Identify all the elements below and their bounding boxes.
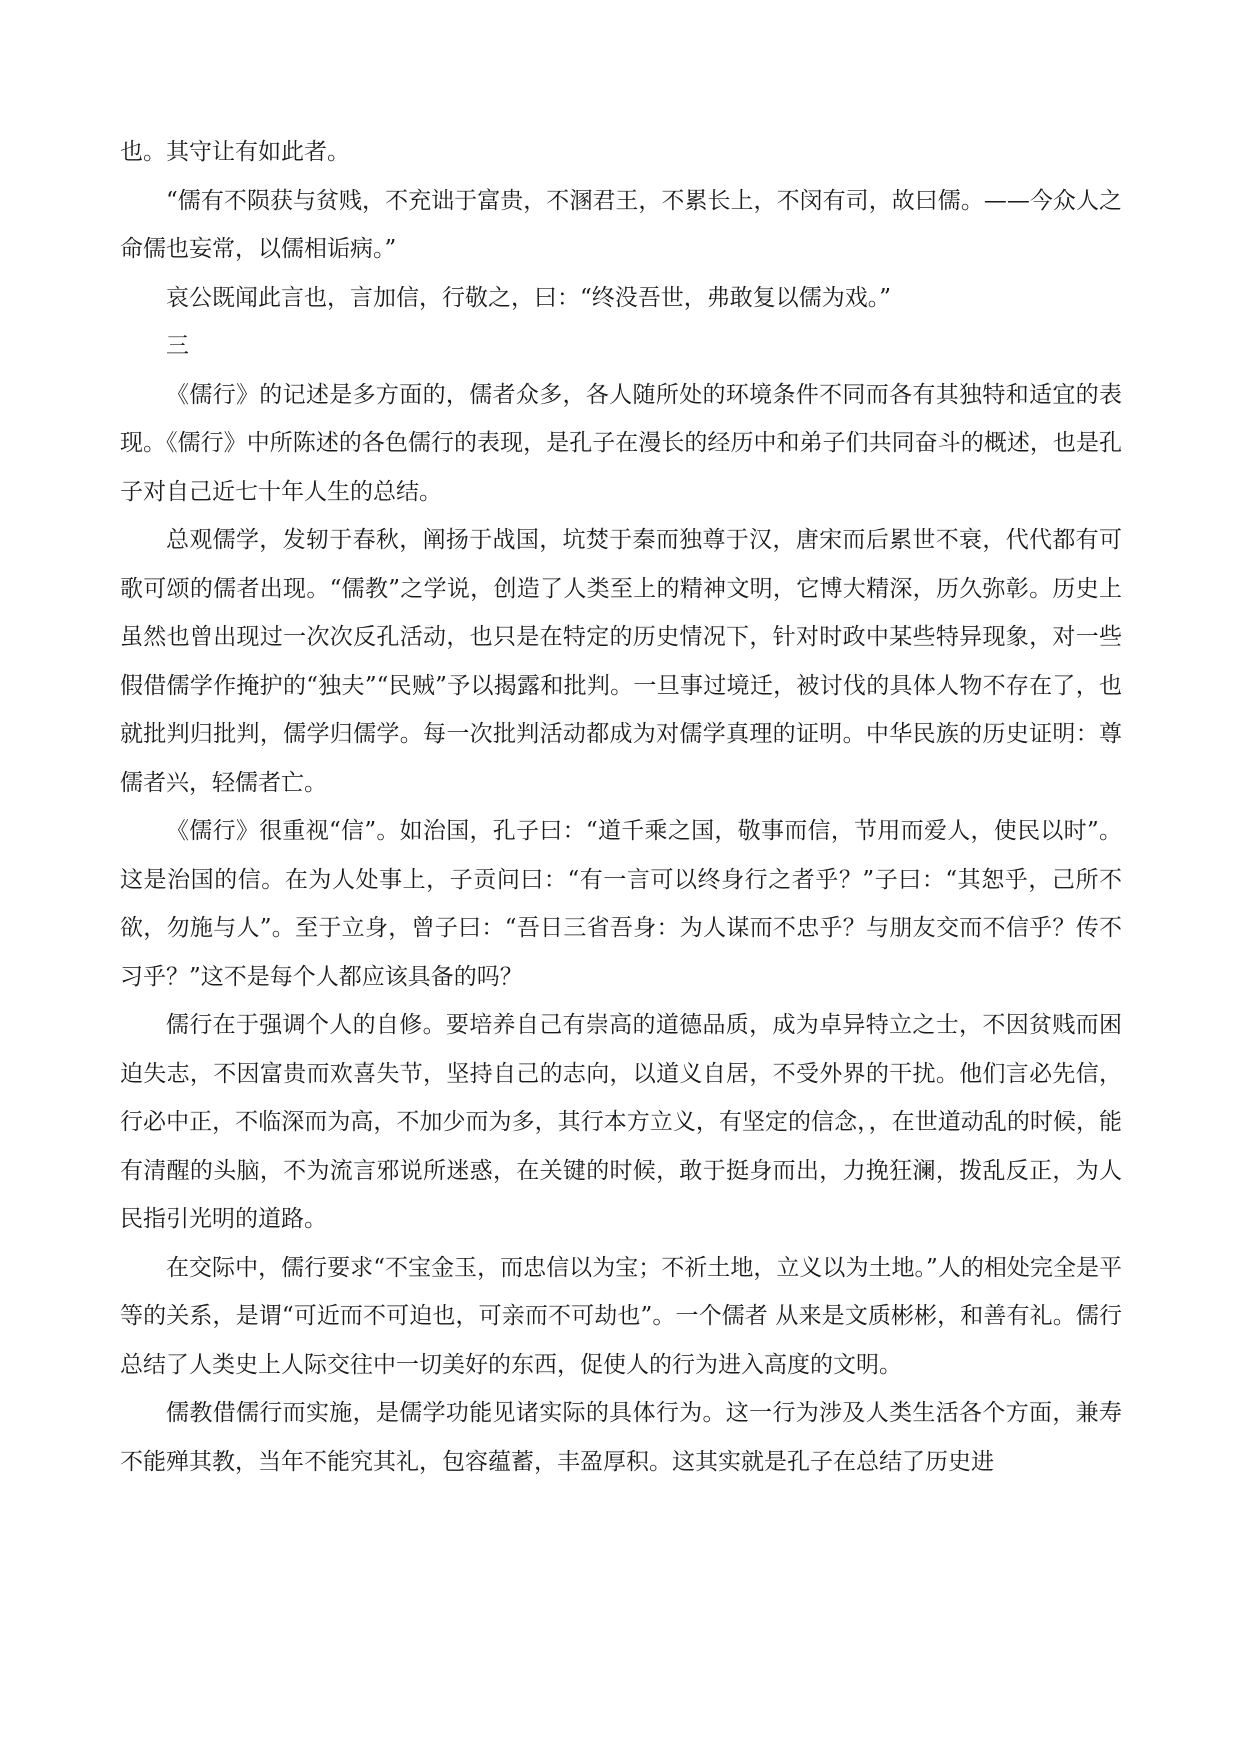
document-body <box>120 128 1122 1486</box>
paragraph-self-cultivation: 儒行在于强调个人的自修。要培养自己有崇高的道德品质，成为卓异特立之士，不因贫贱而困迫失志，不因富贵而欢喜失节，坚持自己的志向，以道义自居，不受外界的干扰。他们言必先信，行必中正，不临深而为高，不加少而为多，其行本方立义，有坚定的信念，，在世道动乱的时候，能有清醒的头脑，不为流言邪说所迷惑，在关键的时候，敢于挺身而出，力挽狂澜，拨乱反正，为人民指引光明的道路。 <box>120 1012 1122 1232</box>
paragraph-duke-ai: 哀公既闻此言也，言加信，行敬之，曰：“终没吾世，弗敢复以儒为戏。” <box>166 284 892 311</box>
paragraph-continuation: 也。其守让有如此者。 <box>120 139 350 165</box>
paragraph-social-interaction: 在交际中，儒行要求“不宝金玉，而忠信以为宝；不祈土地，立义以为土地。”人的相处完全是平等的关系，是谓“可近而不可迫也，可亲而不可劫也”。一个儒者 从来是文质彬彬，和善有礼。儒行总结了人类史上人际交往中一切美好的东西，促使人的行为进入高度的文明。 <box>120 1254 1122 1378</box>
paragraph-quote: “儒有不陨获与贫贱，不充诎于富贵，不溷君王，不累长上，不闵有司，故曰儒。——今众人之命儒也妄常，以儒相诟病。” <box>120 187 1122 262</box>
section-heading-three: 三 <box>166 333 189 359</box>
paragraph-trust: 《儒行》很重视“信”。如治国，孔子曰：“道千乘之国，敬事而信，节用而爱人，使民以时”。这是治国的信。在为人处事上，子贡问曰：“有一言可以终身行之者乎？”子曰：“其恕乎，己所不欲，勿施与人”。至于立身，曾子曰：“吾日三省吾身：为人谋而不忠乎？与朋友交而不信乎？传不习乎？”这不是每个人都应该具备的吗？ <box>120 818 1122 990</box>
paragraph-implementation: 儒教借儒行而实施，是儒学功能见诸实际的具体行为。这一行为涉及人类生活各个方面，兼寿不能殚其教，当年不能究其礼，包容蕴蓄，丰盈厚积。这其实就是孔子在总结了历史进 <box>120 1400 1122 1475</box>
paragraph-ruxing-record: 《儒行》的记述是多方面的，儒者众多，各人随所处的环境条件不同而各有其独特和适宜的表现。《儒行》中所陈述的各色儒行的表现，是孔子在漫长的经历中和弟子们共同奋斗的概述，也是孔子对自己近七十年人生的总结。 <box>120 381 1122 505</box>
paragraph-overview: 总观儒学，发轫于春秋，阐扬于战国，坑焚于秦而独尊于汉，唐宋而后累世不衰，代代都有可歌可颂的儒者出现。“儒教”之学说，创造了人类至上的精神文明，它博大精深，历久弥彰。历史上虽然也曾出现过一次次反孔活动，也只是在特定的历史情况下，针对时政中某些特异现象，对一些假借儒学作掩护的“独夫”“民贼”予以揭露和批判。一旦事过境迁，被讨伐的具体人物不存在了，也就批判归批判，儒学归儒学。每一次批判活动都成为对儒学真理的证明。中华民族的历史证明：尊儒者兴，轻儒者亡。 <box>120 527 1122 796</box>
